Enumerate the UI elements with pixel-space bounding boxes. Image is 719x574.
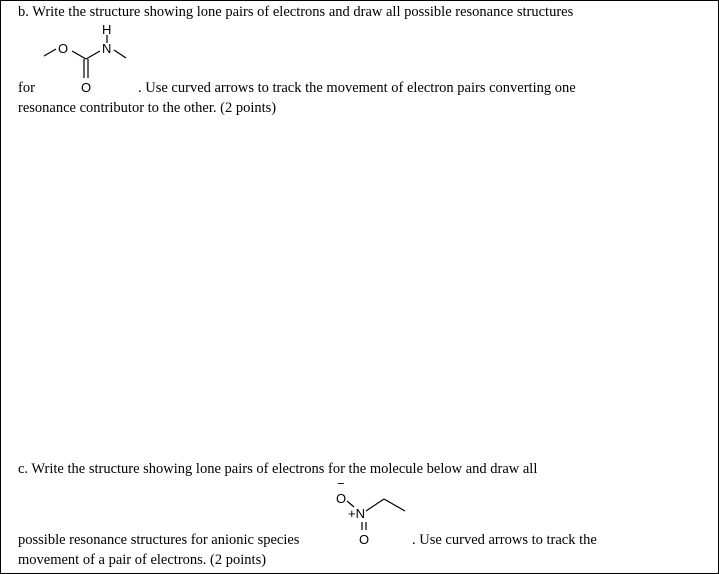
part-c-question-line-2: possible resonance structures for anionic species xyxy=(18,532,300,548)
atom-n-plus: +N xyxy=(348,506,365,521)
part-c-question-line-2-rest: . Use curved arrows to track the xyxy=(412,532,597,548)
part-b-question-line-2: . Use curved arrows to track the movement of electron pairs converting one xyxy=(138,80,576,96)
atom-o-carbonyl: O xyxy=(81,80,92,95)
charge-minus: − xyxy=(337,476,345,491)
nitro-anion-structure xyxy=(330,478,420,548)
atom-o-ether: O xyxy=(58,41,69,56)
bond-c-methyl xyxy=(384,499,405,511)
bond-n-c xyxy=(366,499,384,511)
bond-c-n xyxy=(86,51,100,59)
part-b-question-line-1: b. Write the structure showing lone pairs of electrons and draw all possible resonance structures xyxy=(18,4,574,20)
bond-methyl-o xyxy=(44,49,56,56)
atom-h: H xyxy=(102,22,112,37)
atom-o-top: O xyxy=(336,491,347,506)
atom-n: N xyxy=(102,41,112,56)
part-c-question-line-1: c. Write the structure showing lone pairs of electrons for the molecule below and draw all xyxy=(18,461,538,477)
bond-n-methyl xyxy=(114,50,126,58)
part-b-for-label: for xyxy=(18,80,35,96)
carbamate-structure xyxy=(40,22,140,102)
part-b-question-line-3: resonance contributor to the other. (2 points) xyxy=(18,100,277,116)
atom-o-bottom: O xyxy=(359,532,370,547)
bond-o-carbonyl-c xyxy=(72,51,86,59)
part-c-question-line-3: movement of a pair of electrons. (2 points) xyxy=(18,552,267,568)
